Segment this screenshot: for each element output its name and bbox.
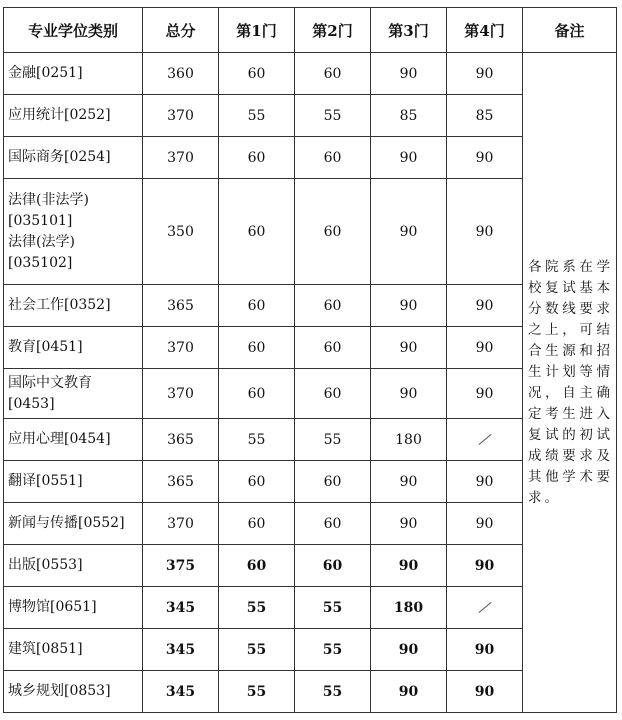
category-cell [4,327,143,369]
category-name-line: 国际商务[0254] [8,149,111,165]
subject-4-cell: 90 [447,369,523,419]
subject-2-cell: 60 [295,53,371,95]
subject-3-cell: 85 [371,95,447,137]
category-name-line: 法律(非法学) [8,191,89,208]
header-subject-4: 第4门 [447,8,523,53]
subject-1-cell: 60 [219,545,295,587]
category-name-line: 翻译[0551] [8,473,83,489]
subject-1-cell: 55 [219,671,295,713]
total-score-cell: 370 [143,137,219,179]
category-name-line: 建筑[0851] [8,641,83,657]
subject-3-cell: 90 [371,369,447,419]
not-applicable-slash [478,434,491,445]
subject-1-cell: 60 [219,179,295,285]
subject-4-cell [447,587,523,629]
header-total: 总分 [143,8,219,53]
subject-4-cell: 90 [447,285,523,327]
total-score-cell: 375 [143,545,219,587]
subject-3-cell: 90 [371,179,447,285]
subject-2-cell: 55 [295,629,371,671]
subject-4-cell: 90 [447,461,523,503]
score-table [3,7,617,713]
category-cell [4,587,143,629]
not-applicable-slash [478,602,491,613]
subject-3-cell: 180 [371,587,447,629]
subject-2-cell: 55 [295,587,371,629]
header-subject-2: 第2门 [295,8,371,53]
subject-3-cell: 90 [371,461,447,503]
category-name-line: 应用心理[0454] [8,431,111,447]
subject-2-cell: 60 [295,179,371,285]
category-name-line: 法律(法学) [8,233,75,250]
category-name-line: 应用统计[0252] [8,107,111,123]
total-score-cell: 370 [143,503,219,545]
subject-4-cell: 90 [447,629,523,671]
subject-1-cell: 60 [219,461,295,503]
table-row [4,53,617,95]
category-cell [4,179,143,285]
subject-2-cell: 60 [295,137,371,179]
subject-2-cell: 60 [295,503,371,545]
subject-1-cell: 60 [219,327,295,369]
subject-2-cell: 55 [295,95,371,137]
subject-4-cell: 85 [447,95,523,137]
total-score-cell: 360 [143,53,219,95]
header-subject-1: 第1门 [219,8,295,53]
subject-4-cell: 90 [447,53,523,95]
subject-3-cell: 180 [371,419,447,461]
remark-cell: 各院系在学校复试基本分数线要求之上，可结合生源和招生计划等情况，自主确定考生进入复试的初试成绩要求及其他学术要求。 [523,53,617,713]
category-name-line: 出版[0553] [8,557,83,573]
subject-2-cell: 60 [295,369,371,419]
category-cell [4,53,143,95]
category-name-line: 博物馆[0651] [8,599,97,615]
subject-3-cell: 90 [371,285,447,327]
header-row [4,8,617,53]
category-name-line: [0453] [8,395,55,412]
category-cell [4,369,143,419]
subject-3-cell: 90 [371,53,447,95]
category-name-line: 国际中文教育 [8,374,92,391]
category-cell [4,629,143,671]
subject-4-cell: 90 [447,671,523,713]
subject-3-cell: 90 [371,629,447,671]
subject-1-cell: 60 [219,503,295,545]
subject-4-cell [447,419,523,461]
subject-1-cell: 55 [219,95,295,137]
subject-2-cell: 60 [295,545,371,587]
subject-4-cell: 90 [447,503,523,545]
total-score-cell: 365 [143,285,219,327]
header-subject-3: 第3门 [371,8,447,53]
category-name-line: [035101] [8,212,73,229]
subject-2-cell: 60 [295,327,371,369]
subject-4-cell: 90 [447,327,523,369]
total-score-cell: 345 [143,629,219,671]
category-cell [4,95,143,137]
category-name-line: 金融[0251] [8,65,83,81]
subject-2-cell: 55 [295,671,371,713]
subject-1-cell: 60 [219,53,295,95]
subject-2-cell: 60 [295,285,371,327]
subject-1-cell: 60 [219,369,295,419]
total-score-cell: 365 [143,461,219,503]
subject-1-cell: 60 [219,285,295,327]
total-score-cell: 370 [143,327,219,369]
subject-3-cell: 90 [371,545,447,587]
subject-4-cell: 90 [447,179,523,285]
category-cell [4,285,143,327]
total-score-cell: 370 [143,369,219,419]
subject-3-cell: 90 [371,671,447,713]
subject-1-cell: 55 [219,629,295,671]
category-cell [4,545,143,587]
subject-3-cell: 90 [371,137,447,179]
subject-1-cell: 60 [219,137,295,179]
subject-4-cell: 90 [447,545,523,587]
subject-2-cell: 60 [295,461,371,503]
category-cell [4,419,143,461]
category-name-line: [035102] [8,254,73,271]
category-name-line: 教育[0451] [8,339,83,355]
category-cell [4,461,143,503]
subject-3-cell: 90 [371,327,447,369]
category-cell [4,671,143,713]
category-name-line: 新闻与传播[0552] [8,515,125,531]
subject-2-cell: 55 [295,419,371,461]
header-category: 专业学位类别 [4,8,143,53]
subject-1-cell: 55 [219,587,295,629]
category-cell [4,137,143,179]
total-score-cell: 370 [143,95,219,137]
total-score-cell: 345 [143,587,219,629]
subject-1-cell: 55 [219,419,295,461]
subject-4-cell: 90 [447,137,523,179]
total-score-cell: 365 [143,419,219,461]
category-name-line: 社会工作[0352] [8,297,111,313]
total-score-cell: 350 [143,179,219,285]
header-remark: 备注 [523,8,617,53]
subject-3-cell: 90 [371,503,447,545]
total-score-cell: 345 [143,671,219,713]
category-cell [4,503,143,545]
category-name-line: 城乡规划[0853] [8,683,111,699]
